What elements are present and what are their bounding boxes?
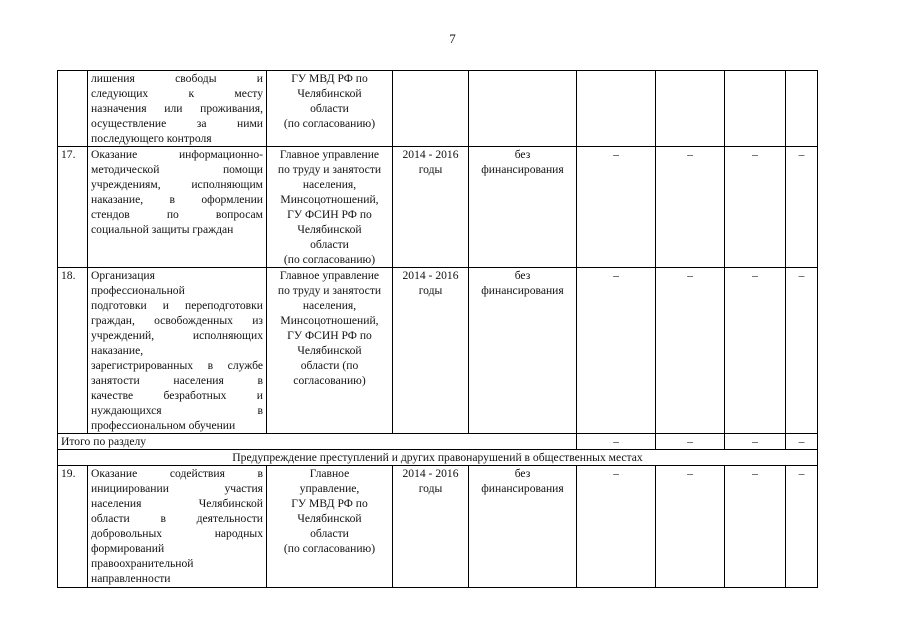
cell-text-line: без bbox=[514, 148, 531, 161]
cell-text-line: профессиональном обучении bbox=[91, 419, 236, 432]
funding-cell bbox=[469, 71, 577, 147]
cell-text-line: осуществление за ними bbox=[91, 117, 263, 130]
section-title: Предупреждение преступлений и других правонарушений в общественных местах bbox=[58, 450, 818, 466]
value-cell bbox=[725, 71, 786, 147]
cell-text-line: финансирования bbox=[481, 482, 564, 495]
cell-text-line: стендов по вопросам bbox=[91, 208, 263, 221]
executor-cell bbox=[267, 147, 393, 268]
table-row bbox=[58, 147, 818, 268]
cell-text-line: нуждающихся в bbox=[91, 404, 263, 417]
cell-text-line: без bbox=[514, 269, 531, 282]
term-cell bbox=[393, 71, 469, 147]
cell-text-line: годы bbox=[418, 163, 443, 176]
cell-text-line: правоохранительной bbox=[91, 557, 194, 570]
cell-text-line: согласованию) bbox=[293, 374, 366, 387]
cell-text-line: финансирования bbox=[481, 284, 564, 297]
cell-text-line: 2014 - 2016 bbox=[402, 269, 459, 282]
cell-text-line: граждан, освобожденных из bbox=[91, 314, 263, 327]
cell-text-line: Минсоцотношений, bbox=[280, 193, 379, 206]
term-cell bbox=[393, 147, 469, 268]
program-table bbox=[57, 70, 818, 588]
term-cell bbox=[393, 466, 469, 588]
cell-text-line: назначения или проживания, bbox=[91, 102, 263, 115]
funding-cell bbox=[469, 268, 577, 434]
executor-cell bbox=[267, 268, 393, 434]
cell-text-line: области (по bbox=[300, 359, 359, 372]
row-number: 18. bbox=[58, 268, 88, 434]
executor-cell bbox=[267, 466, 393, 588]
measure-description bbox=[88, 466, 267, 588]
cell-text-line: 2014 - 2016 bbox=[402, 467, 459, 480]
cell-text-line: области bbox=[310, 238, 349, 251]
value-cell bbox=[786, 71, 818, 147]
cell-text-line: зарегистрированных в службе bbox=[91, 359, 263, 372]
cell-text-line: области bbox=[310, 102, 349, 115]
row-number-cell bbox=[58, 71, 88, 147]
value-cell: – bbox=[786, 147, 818, 268]
cell-text-line: (по согласованию) bbox=[283, 542, 376, 555]
cell-text-line: населения, bbox=[302, 299, 357, 312]
page-number: 7 bbox=[449, 31, 456, 46]
cell-text-line: лишения свободы и bbox=[91, 72, 263, 85]
cell-text-line: добровольных народных bbox=[91, 527, 263, 540]
table-row bbox=[58, 268, 818, 434]
total-value: – bbox=[725, 434, 786, 450]
cell-text-line: подготовки и переподготовки bbox=[91, 299, 263, 312]
cell-text-line: годы bbox=[418, 482, 443, 495]
section-row bbox=[58, 450, 818, 466]
cell-text-line: Главное управление bbox=[279, 269, 380, 282]
cell-text-line: годы bbox=[418, 284, 443, 297]
cell-text-line: без bbox=[514, 467, 531, 480]
value-cell bbox=[577, 71, 656, 147]
row-number: 19. bbox=[58, 466, 88, 588]
cell-text-line: Минсоцотношений, bbox=[280, 314, 379, 327]
total-value: – bbox=[656, 434, 725, 450]
cell-text-line: направленности bbox=[91, 572, 171, 585]
cell-text-line: последующего контроля bbox=[91, 132, 212, 145]
value-cell: – bbox=[786, 466, 818, 588]
measure-description bbox=[88, 147, 267, 268]
value-cell: – bbox=[725, 466, 786, 588]
cell-text-line: учреждений, исполняющих bbox=[91, 329, 263, 342]
funding-cell bbox=[469, 466, 577, 588]
cell-text-line: следующих к месту bbox=[91, 87, 263, 100]
measure-description bbox=[88, 71, 267, 147]
value-cell: – bbox=[577, 268, 656, 434]
cell-text-line: (по согласованию) bbox=[283, 253, 376, 266]
table-row bbox=[58, 466, 818, 588]
value-cell: – bbox=[725, 147, 786, 268]
total-label: Итого по разделу bbox=[58, 434, 577, 450]
cell-text-line: Челябинской bbox=[297, 512, 362, 525]
cell-text-line: области bbox=[310, 527, 349, 540]
value-cell: – bbox=[786, 268, 818, 434]
cell-text-line: населения, bbox=[302, 178, 357, 191]
cell-text-line: профессиональной bbox=[91, 284, 185, 297]
cell-text-line: методической помощи bbox=[91, 163, 263, 176]
cell-text-line: по труду и занятости bbox=[277, 163, 382, 176]
row-number: 17. bbox=[58, 147, 88, 268]
measure-description bbox=[88, 268, 267, 434]
term-cell bbox=[393, 268, 469, 434]
cell-text-line: области в деятельности bbox=[91, 512, 263, 525]
cell-text-line: (по согласованию) bbox=[283, 117, 376, 130]
cell-text-line: Оказание содействия в bbox=[91, 467, 263, 480]
cell-text-line: занятости населения в bbox=[91, 374, 263, 387]
total-value: – bbox=[786, 434, 818, 450]
cell-text-line: наказание, bbox=[91, 344, 144, 357]
cell-text-line: ГУ МВД РФ по bbox=[291, 72, 368, 85]
cell-text-line: по труду и занятости bbox=[277, 284, 382, 297]
cell-text-line: ГУ ФСИН РФ по bbox=[287, 329, 372, 342]
value-cell: – bbox=[725, 268, 786, 434]
cell-text-line: Челябинской bbox=[297, 87, 362, 100]
cell-text-line: формирований bbox=[91, 542, 165, 555]
cell-text-line: ГУ МВД РФ по bbox=[291, 497, 368, 510]
cell-text-line: населения Челябинской bbox=[91, 497, 263, 510]
cell-text-line: Челябинской bbox=[297, 223, 362, 236]
cell-text-line: 2014 - 2016 bbox=[402, 148, 459, 161]
cell-text-line: Главное bbox=[309, 467, 350, 480]
cell-text-line: Организация bbox=[91, 269, 155, 282]
cell-text-line: инициировании участия bbox=[91, 482, 263, 495]
value-cell: – bbox=[577, 466, 656, 588]
table-row bbox=[58, 71, 818, 147]
cell-text-line: управление, bbox=[299, 482, 360, 495]
total-value: – bbox=[577, 434, 656, 450]
cell-text-line: Челябинской bbox=[297, 344, 362, 357]
funding-cell bbox=[469, 147, 577, 268]
cell-text-line: наказание, в оформлении bbox=[91, 193, 263, 206]
value-cell: – bbox=[656, 268, 725, 434]
value-cell: – bbox=[656, 466, 725, 588]
value-cell: – bbox=[656, 147, 725, 268]
cell-text-line: учреждениям, исполняющим bbox=[91, 178, 263, 191]
executor-cell bbox=[267, 71, 393, 147]
cell-text-line: финансирования bbox=[481, 163, 564, 176]
total-row bbox=[58, 434, 818, 450]
cell-text-line: ГУ ФСИН РФ по bbox=[287, 208, 372, 221]
cell-text-line: Главное управление bbox=[279, 148, 380, 161]
value-cell bbox=[656, 71, 725, 147]
cell-text-line: Оказание информационно- bbox=[91, 148, 263, 161]
cell-text-line: качестве безработных и bbox=[91, 389, 263, 402]
cell-text-line: социальной защиты граждан bbox=[91, 223, 234, 236]
value-cell: – bbox=[577, 147, 656, 268]
